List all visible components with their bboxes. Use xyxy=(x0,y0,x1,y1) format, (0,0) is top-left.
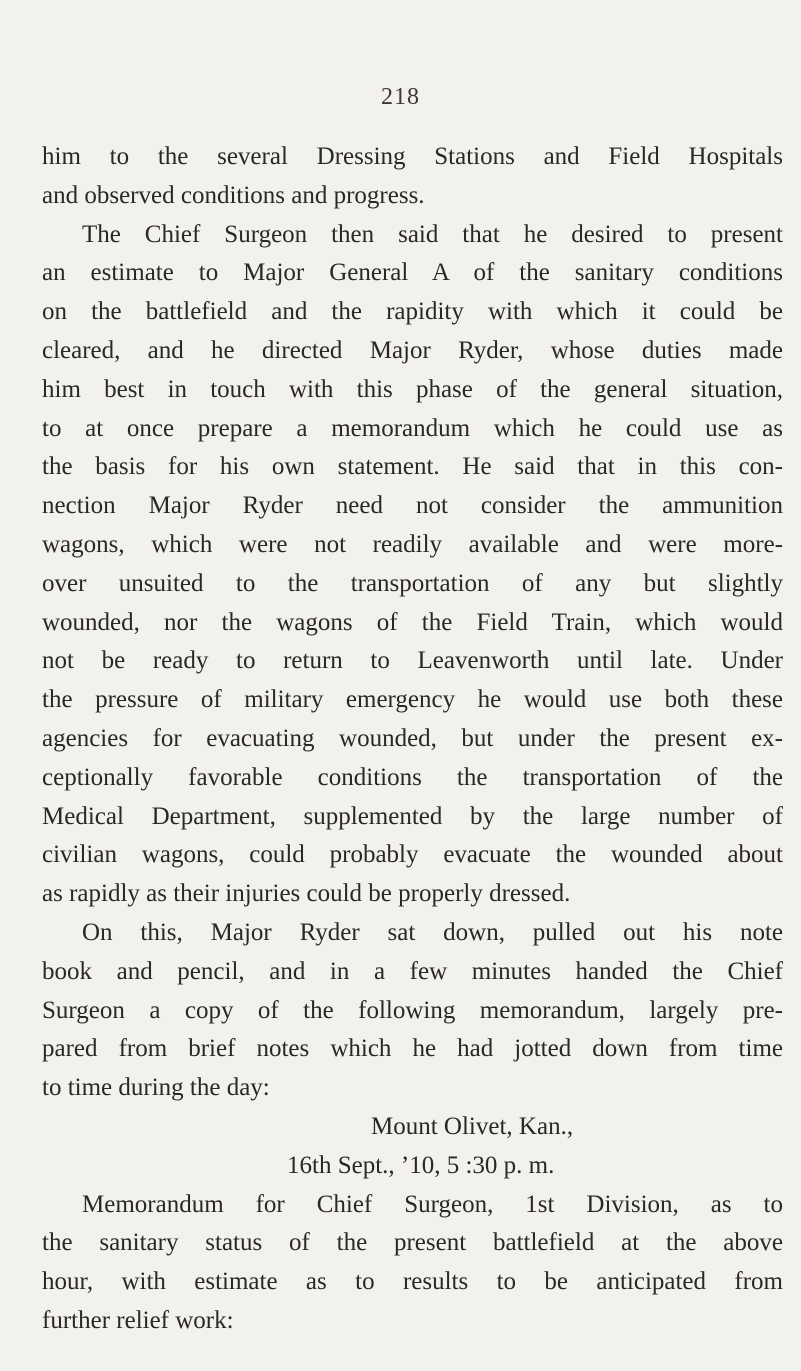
text-line: and observed conditions and progress. xyxy=(42,181,425,209)
text-line: wounded, nor the wagons of the Field Train, which would xyxy=(42,608,783,636)
text-line: wagons, which were not readily available and were more- xyxy=(42,530,783,558)
text-line: not be ready to return to Leavenworth until late. Under xyxy=(42,647,783,675)
text-line: nection Major Ryder need not consider the ammunition xyxy=(42,492,783,520)
text-line: the pressure of military emergency he would use both these xyxy=(42,686,783,714)
text-line: him to the several Dressing Stations and Field Hospitals xyxy=(42,143,783,170)
text-line: Memorandum for Chief Surgeon, 1st Division, as to xyxy=(82,1190,783,1218)
paragraph xyxy=(42,216,783,914)
text-line: ceptionally favorable conditions the transportation of the xyxy=(42,763,783,791)
text-line: hour, with estimate as to results to be anticipated from xyxy=(42,1268,783,1296)
text-line: agencies for evacuating wounded, but under the present ex- xyxy=(42,724,783,752)
text-line: to time during the day: xyxy=(42,1074,270,1102)
memo-place: Mount Olivet, Kan., xyxy=(371,1112,574,1140)
text-line: him best in touch with this phase of the general situation, xyxy=(42,375,783,403)
text-line: to at once prepare a memorandum which he could use as xyxy=(42,414,783,442)
text-line: as rapidly as their injuries could be properly dressed. xyxy=(42,880,571,908)
text-line: pared from brief notes which he had jotted down from time xyxy=(42,1035,783,1063)
body-text xyxy=(42,138,783,1341)
memo-date: 16th Sept., ’10, 5 :30 p. m. xyxy=(287,1151,555,1179)
text-line: on the battlefield and the rapidity with which it could be xyxy=(42,298,783,326)
text-line: Surgeon a copy of the following memorandum, largely pre- xyxy=(42,996,783,1024)
text-line: book and pencil, and in a few minutes handed the Chief xyxy=(42,957,783,985)
text-line: the basis for his own statement. He said that in this con- xyxy=(42,453,783,481)
text-line: over unsuited to the transportation of any but slightly xyxy=(42,569,783,597)
text-line: Medical Department, supplemented by the large number of xyxy=(42,802,783,830)
text-line: On this, Major Ryder sat down, pulled out his note xyxy=(82,918,783,946)
text-line: civilian wagons, could probably evacuate the wounded about xyxy=(42,841,783,869)
text-line: further relief work: xyxy=(42,1306,234,1334)
paragraph xyxy=(42,138,783,216)
memo-paragraph xyxy=(42,1186,783,1341)
page-number: 218 xyxy=(381,84,420,110)
text-line: cleared, and he directed Major Ryder, whose duties made xyxy=(42,336,783,364)
text-line: The Chief Surgeon then said that he desired to present xyxy=(82,220,783,248)
text-line: the sanitary status of the present battlefield at the above xyxy=(42,1229,783,1257)
text-line: an estimate to Major General A of the sanitary conditions xyxy=(42,259,783,287)
memo-dateline xyxy=(42,1108,783,1186)
paragraph xyxy=(42,914,783,1108)
